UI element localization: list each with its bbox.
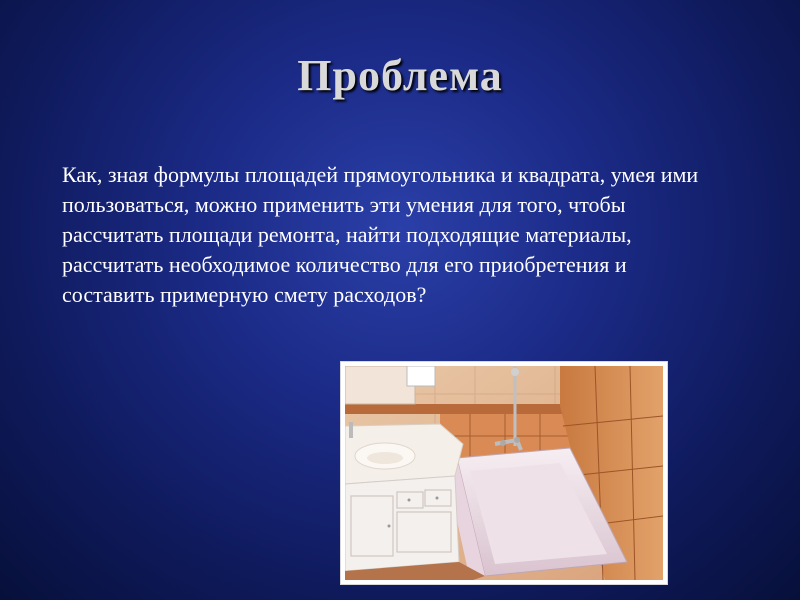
bathroom-photo-image: [345, 366, 663, 580]
slide-title: Проблема: [297, 51, 503, 100]
bathroom-photo: [341, 362, 667, 584]
problem-paragraph: Как, зная формулы площадей прямоугольника и квадрата, умея ими пользоваться, можно применить эти умения для того, чтобы рассчитать площади ремонта, найти подходящие материалы, рассчитать необходимое количество для его приобретения и составить примерную смету расходов?: [62, 162, 699, 307]
